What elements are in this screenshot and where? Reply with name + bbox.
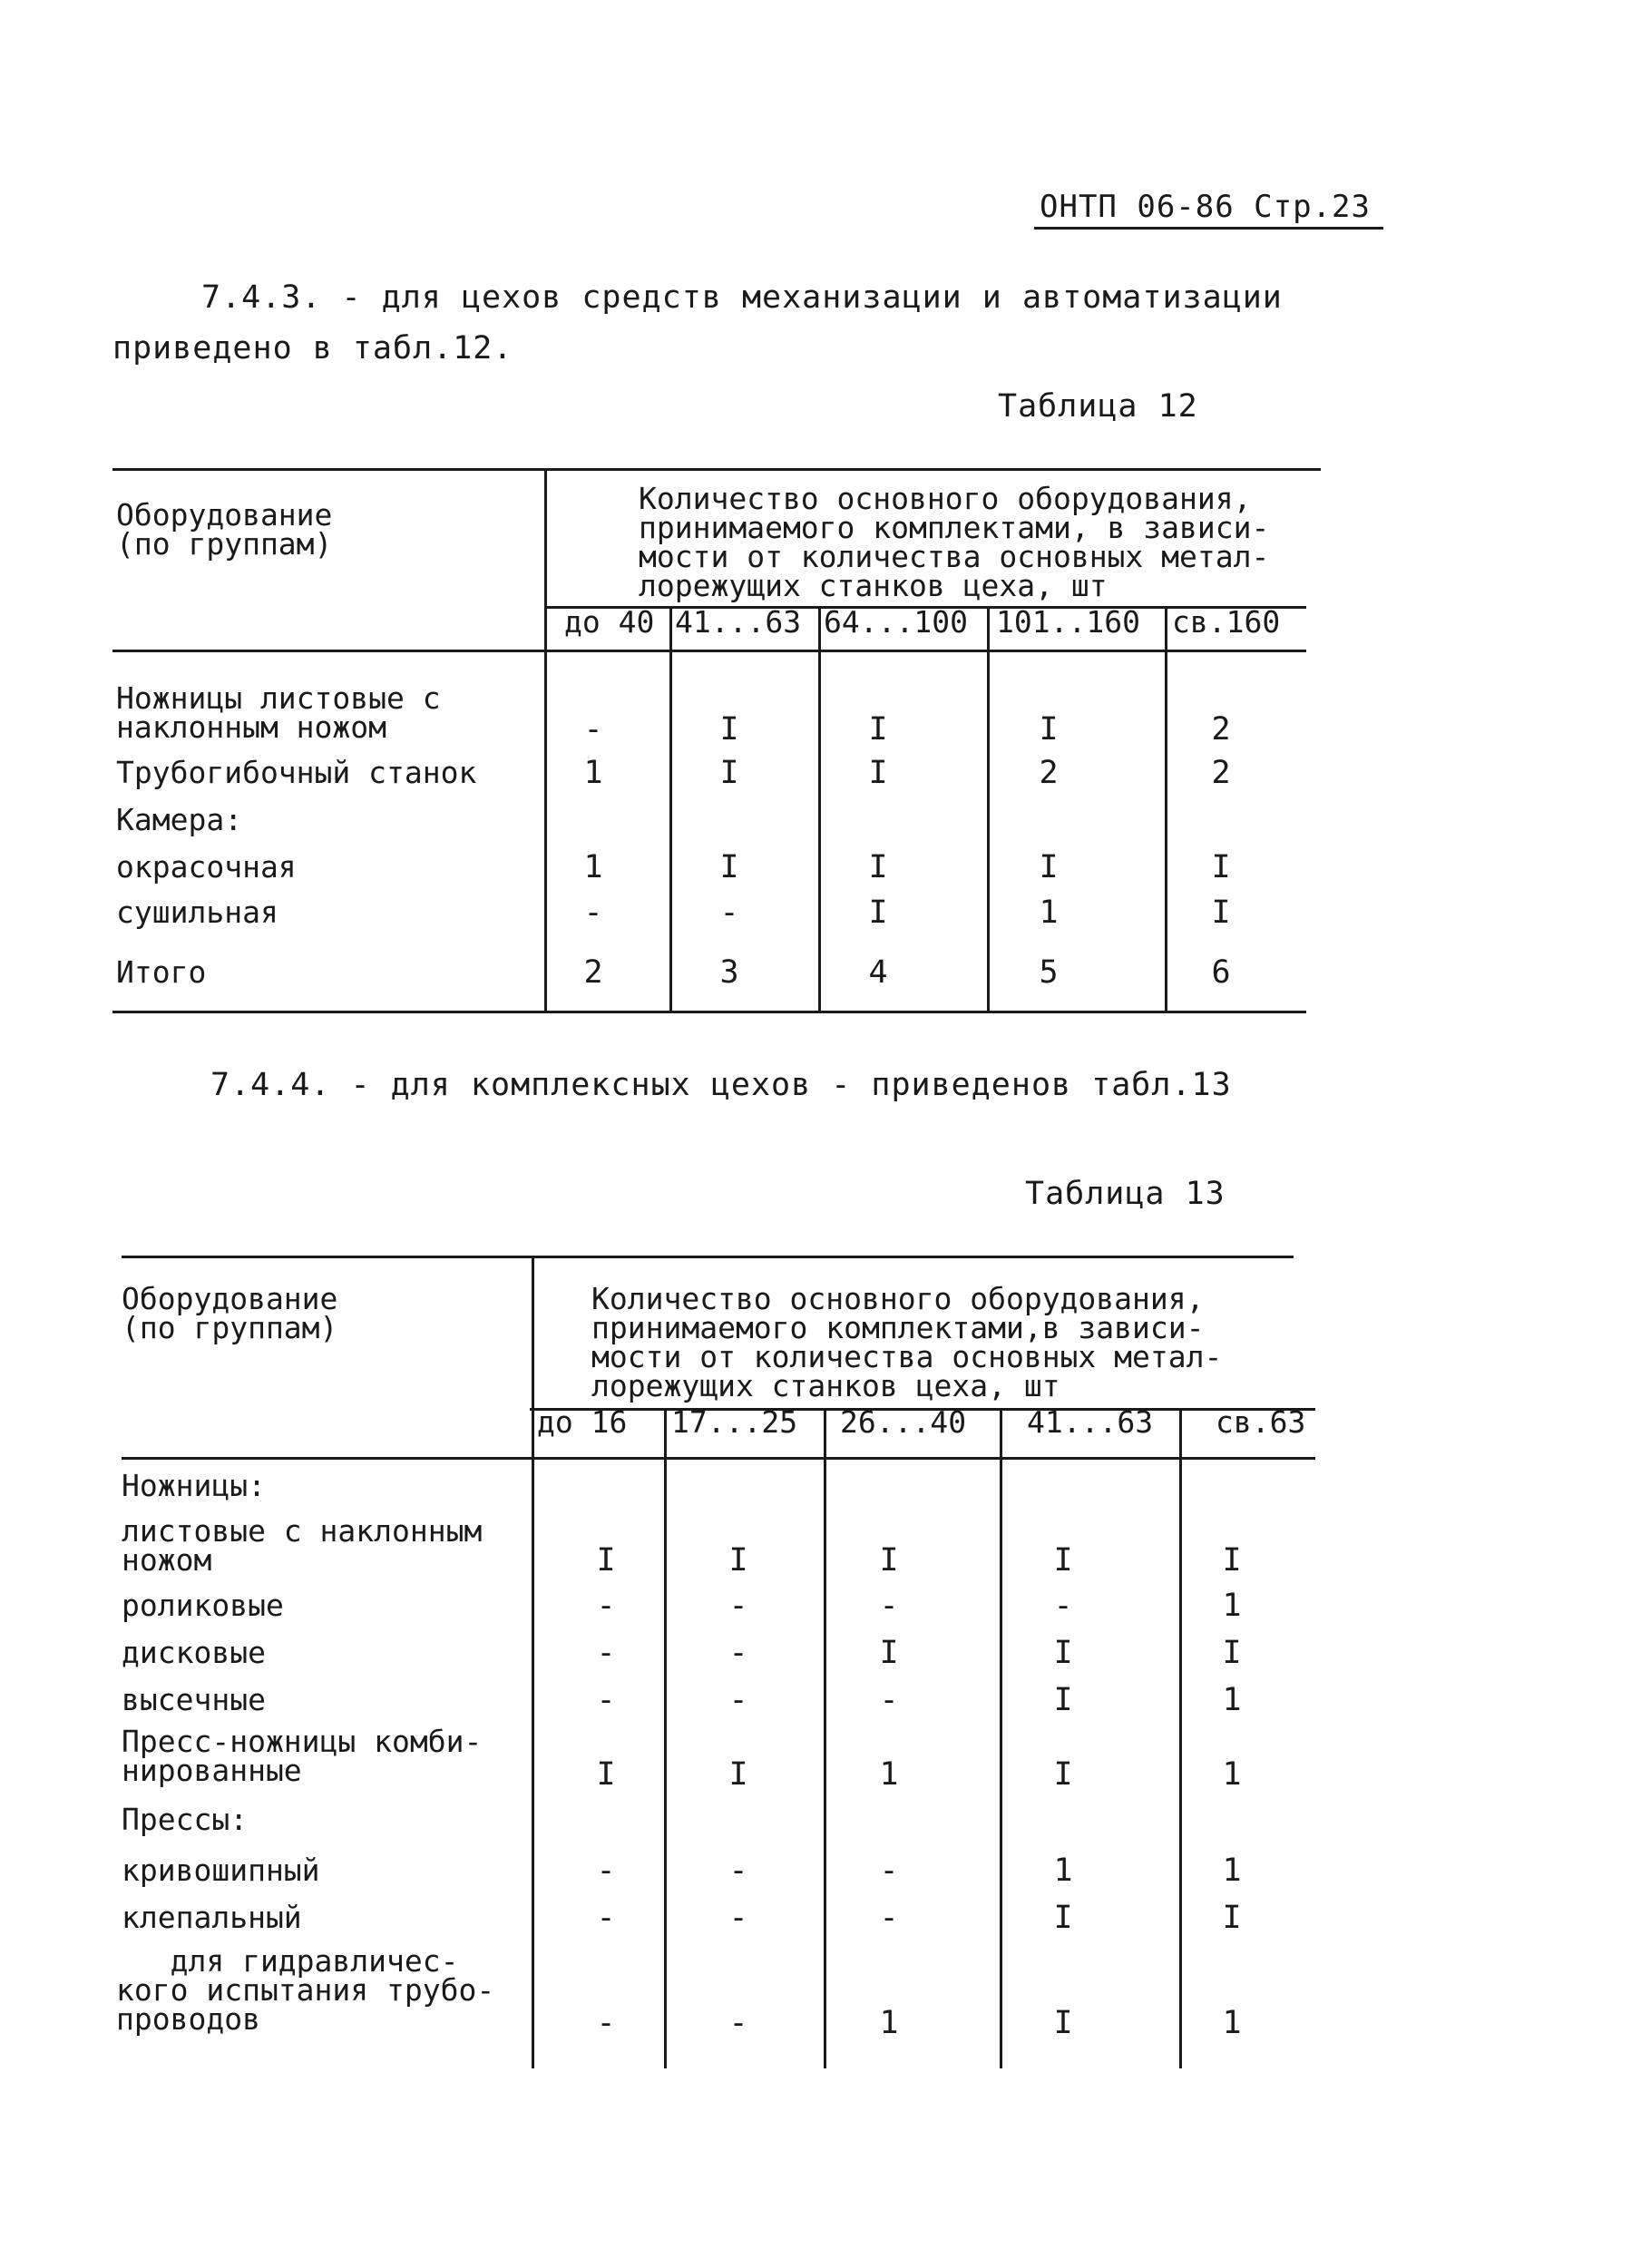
row-label: дисковые xyxy=(122,1635,266,1670)
cell-value: I xyxy=(1053,1900,1073,1936)
paragraph-7-4-4 xyxy=(210,1060,1232,1110)
cell-value: 2 xyxy=(583,954,603,991)
cell-value: 3 xyxy=(719,954,739,991)
cell-value: 5 xyxy=(1039,954,1059,991)
row-label: Прессы: xyxy=(122,1802,249,1837)
table-column-rule xyxy=(1165,606,1167,1011)
table-rule xyxy=(112,650,1306,652)
table-column-rule xyxy=(669,606,672,1011)
cell-value: I xyxy=(1053,1542,1073,1579)
cell-value: - xyxy=(583,711,603,748)
column-header: 26...40 xyxy=(840,1404,967,1440)
table-column-rule xyxy=(987,606,990,1011)
document-code-header: ОНТП 06-86 Стр.23 xyxy=(1034,189,1383,230)
cell-value: - xyxy=(728,1635,748,1671)
cell-value: 1 xyxy=(1053,1853,1073,1889)
cell-value: - xyxy=(596,1682,616,1718)
cell-value: I xyxy=(719,711,739,748)
table-12-caption: Таблица 12 xyxy=(998,388,1198,425)
row-label: Пресс-ножницы комби- нированные xyxy=(122,1724,483,1788)
cell-value: I xyxy=(1053,1682,1073,1718)
cell-value: I xyxy=(868,711,888,748)
row-label: Итого xyxy=(116,954,207,990)
column-header: св.160 xyxy=(1172,604,1281,640)
cell-value: - xyxy=(879,1682,899,1718)
cell-value: 1 xyxy=(583,755,603,791)
row-label: Ножницы листовые с наклонным ножом xyxy=(116,680,441,745)
cell-value: I xyxy=(868,849,888,885)
paragraph-7-4-3 xyxy=(112,272,1283,374)
table-column-rule xyxy=(818,606,821,1011)
cell-value: - xyxy=(719,894,739,931)
cell-value: I xyxy=(1222,1635,1242,1671)
cell-value: I xyxy=(1053,2005,1073,2041)
cell-value: 1 xyxy=(1222,1853,1242,1889)
column-header: св.63 xyxy=(1216,1404,1306,1440)
row-label: сушильная xyxy=(116,894,278,930)
cell-value: I xyxy=(1222,1900,1242,1936)
column-header: до 16 xyxy=(537,1404,628,1440)
table-rule xyxy=(122,1457,1315,1460)
table-column-rule xyxy=(1179,1408,1182,2068)
row-label: Трубогибочный станок xyxy=(116,755,477,790)
cell-value: 2 xyxy=(1211,755,1231,791)
row-label: роликовые xyxy=(122,1588,284,1623)
cell-value: 1 xyxy=(879,1756,899,1793)
cell-value: I xyxy=(1053,1635,1073,1671)
table-column-rule xyxy=(664,1408,667,2068)
cell-value: - xyxy=(596,1635,616,1671)
cell-value: 1 xyxy=(879,2005,899,2041)
cell-value: I xyxy=(879,1542,899,1579)
row-label: кривошипный xyxy=(122,1853,320,1888)
table-column-rule xyxy=(824,1408,826,2068)
row-label: листовые с наклонным ножом xyxy=(122,1513,483,1578)
cell-value: - xyxy=(879,1853,899,1889)
cell-value: I xyxy=(728,1542,748,1579)
cell-value: I xyxy=(879,1635,899,1671)
column-header-quantity: Количество основного оборудования, принимаемого комплектами,в зависи- мости от количества основных метал- лорежущих станков цеха, шт xyxy=(591,1281,1223,1403)
cell-value: I xyxy=(1053,1756,1073,1793)
table-rule xyxy=(112,1011,1306,1013)
cell-value: 1 xyxy=(1222,2005,1242,2041)
row-label: Ножницы: xyxy=(122,1468,266,1503)
cell-value: - xyxy=(583,894,603,931)
row-label: высечные xyxy=(122,1682,266,1717)
cell-value: I xyxy=(728,1756,748,1793)
cell-value: 4 xyxy=(868,954,888,991)
cell-value: 6 xyxy=(1211,954,1231,991)
table-rule xyxy=(122,1256,1294,1258)
column-header-equipment: Оборудование (по группам) xyxy=(122,1281,338,1345)
cell-value: I xyxy=(1039,849,1059,885)
row-label: для гидравличес- кого испытания трубо- проводов xyxy=(116,1943,495,2037)
cell-value: - xyxy=(1053,1588,1073,1624)
column-header-quantity: Количество основного оборудования, принимаемого комплектами, в зависи- мости от количества основных метал- лорежущих станков цеха, шт xyxy=(639,481,1270,603)
cell-value: I xyxy=(868,755,888,791)
cell-value: - xyxy=(728,1682,748,1718)
column-header: 41...63 xyxy=(675,604,802,640)
table-column-rule xyxy=(532,1256,534,2068)
cell-value: I xyxy=(1222,1542,1242,1579)
column-header: 101..160 xyxy=(996,604,1140,640)
column-header-equipment: Оборудование (по группам) xyxy=(116,497,333,562)
row-label: клепальный xyxy=(122,1900,302,1935)
cell-value: - xyxy=(596,1853,616,1889)
cell-value: 2 xyxy=(1039,755,1059,791)
row-label: окрасочная xyxy=(116,849,297,885)
cell-value: 2 xyxy=(1211,711,1231,748)
cell-value: I xyxy=(868,894,888,931)
cell-value: - xyxy=(728,2005,748,2041)
cell-value: - xyxy=(728,1588,748,1624)
paragraph-line: 7.4.3. - для цехов средств механизации и автоматизации xyxy=(201,279,1283,316)
column-header: 17...25 xyxy=(671,1404,798,1440)
cell-value: 1 xyxy=(1222,1756,1242,1793)
table-column-rule xyxy=(1000,1408,1002,2068)
cell-value: - xyxy=(879,1588,899,1624)
cell-value: - xyxy=(596,1588,616,1624)
paragraph-line: приведено в табл.12. xyxy=(112,330,513,367)
cell-value: 1 xyxy=(1039,894,1059,931)
row-label: Камера: xyxy=(116,802,243,837)
cell-value: - xyxy=(728,1853,748,1889)
cell-value: I xyxy=(596,1542,616,1579)
table-column-rule xyxy=(544,468,547,1011)
cell-value: - xyxy=(596,1900,616,1936)
cell-value: 1 xyxy=(1222,1588,1242,1624)
table-13-caption: Таблица 13 xyxy=(1025,1176,1226,1212)
cell-value: - xyxy=(596,2005,616,2041)
paragraph-line: 7.4.4. - для комплексных цехов - приведенов табл.13 xyxy=(210,1067,1232,1103)
cell-value: I xyxy=(719,755,739,791)
cell-value: I xyxy=(1211,894,1231,931)
cell-value: I xyxy=(719,849,739,885)
column-header: 41...63 xyxy=(1027,1404,1154,1440)
column-header: 64...100 xyxy=(824,604,968,640)
cell-value: - xyxy=(728,1900,748,1936)
table-rule xyxy=(112,468,1321,471)
cell-value: - xyxy=(879,1900,899,1936)
cell-value: 1 xyxy=(583,849,603,885)
cell-value: 1 xyxy=(1222,1682,1242,1718)
cell-value: I xyxy=(596,1756,616,1793)
cell-value: I xyxy=(1211,849,1231,885)
cell-value: I xyxy=(1039,711,1059,748)
column-header: до 40 xyxy=(564,604,655,640)
